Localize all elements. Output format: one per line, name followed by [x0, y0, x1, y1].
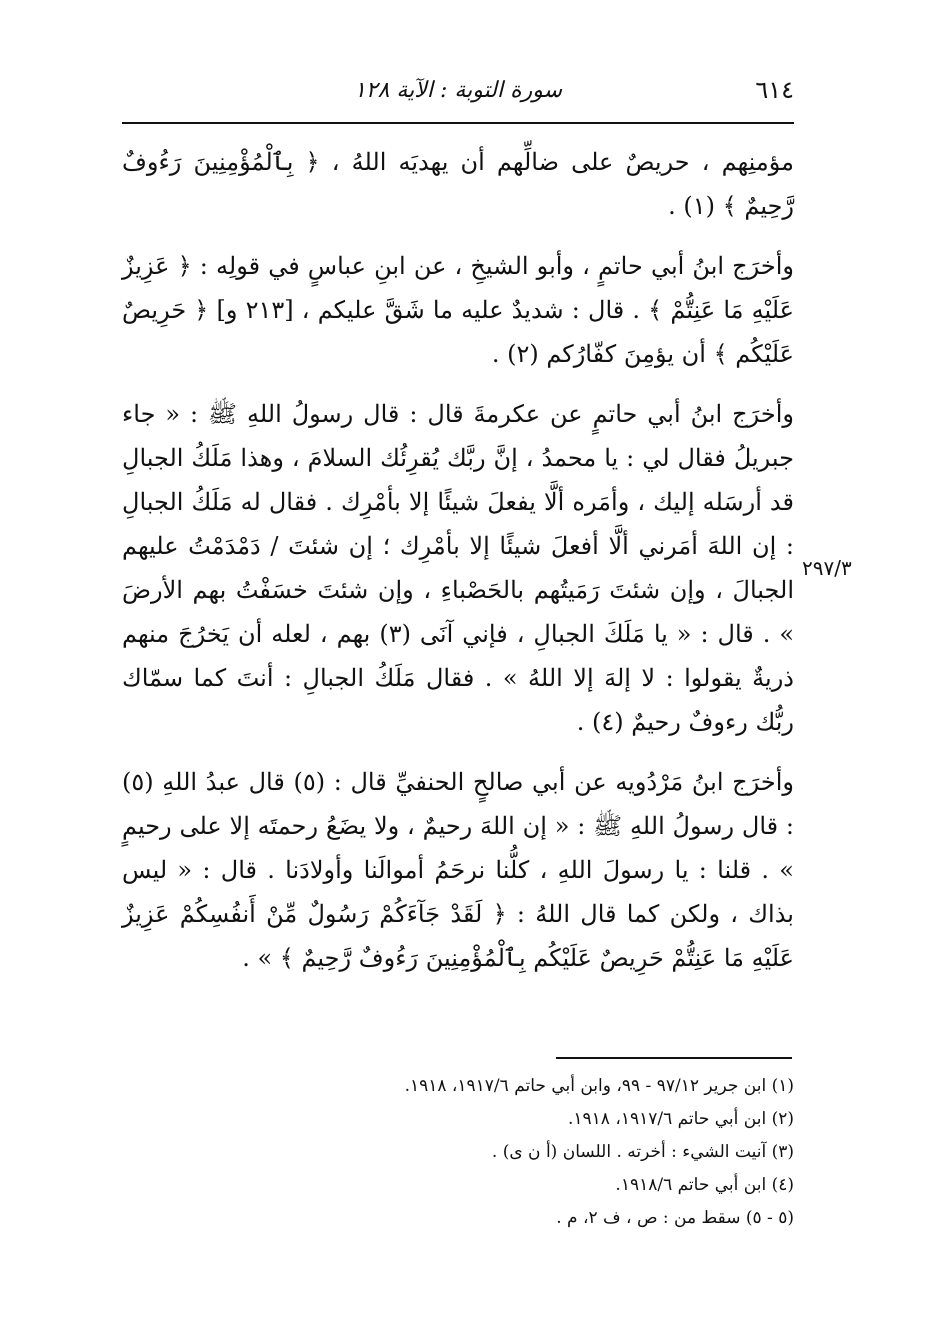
paragraph-2: وأخرَج ابنُ أبي حاتمٍ ، وأبو الشيخِ ، عن ابنِ عباسٍ في قولِه : ﴿ عَزِيزٌ عَلَيْهِ مَا عَنِتُّمْ ﴾ . قال : شديدٌ عليه ما شَقَّ عليكم ، [٢١٣ و] ﴿ حَرِيصٌ عَلَيْكُم ﴾ أن يؤمِنَ كفّارُكم (٢) .	[122, 252, 795, 368]
paragraph-3: وأخرَج ابنُ أبي حاتمٍ عن عكرمةَ قال : قال رسولُ اللهِ ﷺ : « جاء جبريلُ فقال لي : يا محمدُ ، إنَّ ربَّك يُقرِئُك السلامَ ، وهذا مَلَكُ الجبالِ قد أرسَله إليك ، وأمَره ألَّا يفعلَ شيئًا إلا بأمْرِك . فقال له مَلَكُ الجبالِ : إن اللهَ أمَرني ألَّا أفعلَ شيئًا إلا بأمْرِك ؛ إن شئتَ / دَمْدَمْتُ عليهم الجبالَ ، وإن شئتَ رَمَيتُهم بالحَصْباءِ ، وإن شئتَ خسَفْتُ بهم الأرضَ » . قال : « يا مَلَكَ الجبالِ ، فإني آنَى (٣) بهم ، لعله أن يَخرُجَ منهم ذريةٌ يقولوا : لا إلهَ إلا اللهُ » . فقال مَلَكُ الجبالِ : أنتَ كما سمّاك ربُّك رءوفٌ رحيمٌ (٤) .	[122, 400, 795, 736]
footnote-5: (٥ - ٥) سقط من : ص ، ف ٢، م .	[556, 1208, 794, 1228]
main-text	[122, 140, 794, 996]
footnotes	[300, 1070, 794, 1235]
page-header	[122, 76, 794, 112]
marginal-reference: ٢٩٧/٣	[802, 556, 852, 580]
footnote-2: (٢) ابن أبي حاتم ١٩١٧/٦، ١٩١٨.	[567, 1109, 794, 1129]
header-rule	[122, 122, 794, 124]
footnote-4: (٤) ابن أبي حاتم ١٩١٨/٦.	[615, 1175, 794, 1195]
footnote-1: (١) ابن جرير ٩٧/١٢ - ٩٩، وابن أبي حاتم ١٩١٧/٦، ١٩١٨.	[404, 1076, 794, 1096]
page-number: ٦١٤	[755, 76, 794, 104]
paragraph-1: مؤمنِهم ، حريصٌ على ضالِّهم أن يهديَه اللهُ ، ﴿ بِٱلْمُؤْمِنِينَ رَءُوفٌ رَّحِيمٌ ﴾ (١) .	[122, 148, 794, 220]
footnote-rule	[556, 1057, 792, 1059]
paragraph-4: وأخرَج ابنُ مَرْدُويه عن أبي صالحٍ الحنفيِّ قال : (٥) قال عبدُ اللهِ (٥) : قال رسولُ اللهِ ﷺ : « إن اللهَ رحيمٌ ، ولا يضَعُ رحمتَه إلا على رحيمٍ » . قلنا : يا رسولَ اللهِ ، كلُّنا نرحَمُ أموالَنا وأولادَنا . قال : « ليس بذاك ، ولكن كما قال اللهُ : ﴿ لَقَدْ جَآءَكُمْ رَسُولٌ مِّنْ أَنفُسِكُمْ عَزِيزٌ عَلَيْهِ مَا عَنِتُّمْ حَرِيصٌ عَلَيْكُم بِٱلْمُؤْمِنِينَ رَءُوفٌ رَّحِيمٌ ﴾ » .	[122, 768, 795, 972]
footnote-3: (٣) آنيت الشيء : أخرته . اللسان (أ ن ى) .	[491, 1142, 794, 1162]
running-title: سورة التوبة : الآية ١٢٨	[353, 78, 563, 103]
